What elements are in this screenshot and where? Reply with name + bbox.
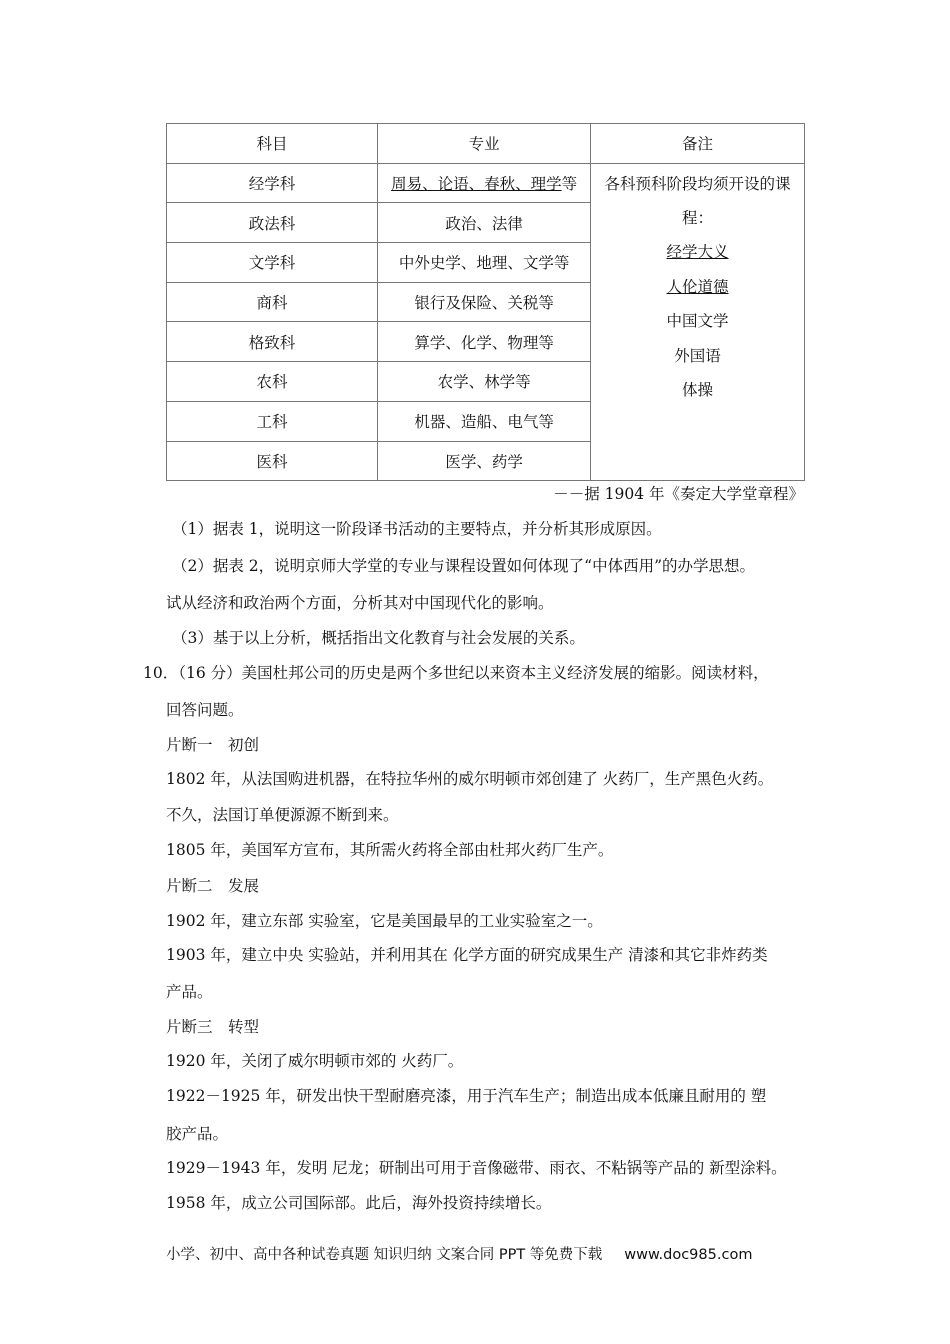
- material-heading: 片断一 初创: [166, 736, 260, 754]
- material-line: 产品。: [166, 983, 213, 1001]
- question-9-3: （3）基于以上分析，概括指出文化教育与社会发展的关系。: [172, 629, 585, 647]
- major-cell: 政治、法律: [378, 203, 591, 243]
- material-line: 1802 年，从法国购进机器，在特拉华州的威尔明顿市郊创建了 火药厂，生产黑色火药。: [166, 770, 774, 788]
- material-line: 1922－1925 年，研发出快干型耐磨亮漆，用于汽车生产；制造出成本低廉且耐用的 塑: [166, 1087, 767, 1105]
- subject-cell: 商科: [167, 282, 378, 322]
- subject-cell: 工科: [167, 401, 378, 441]
- table-row: [167, 163, 805, 203]
- subject-cell: 农科: [167, 362, 378, 402]
- material-line: 1805 年，美国军方宣布，其所需火药将全部由杜邦火药厂生产。: [166, 841, 614, 859]
- major-rest: 等: [561, 175, 578, 194]
- university-curriculum-table: [166, 123, 805, 481]
- material-line: 1920 年，关闭了威尔明顿市郊的 火药厂。: [166, 1052, 464, 1070]
- major-cell: 算学、化学、物理等: [378, 322, 591, 362]
- material-line: 1903 年，建立中央 实验站，并利用其在 化学方面的研究成果生产 清漆和其它非炸药类: [166, 946, 768, 964]
- remark-course: 体操: [682, 381, 714, 400]
- material-heading: 片断三 转型: [166, 1018, 260, 1036]
- header-cell: 备注: [591, 124, 805, 164]
- remark-cell: [591, 163, 805, 481]
- question-10: 10．（16 分）美国杜邦公司的历史是两个多世纪以来资本主义经济发展的缩影。阅读材料，: [143, 664, 769, 682]
- question-9-1: （1）据表 1，说明这一阶段译书活动的主要特点，并分析其形成原因。: [172, 520, 662, 538]
- major-cell: 银行及保险、关税等: [378, 282, 591, 322]
- major-cell: 机器、造船、电气等: [378, 401, 591, 441]
- material-line: 1929－1943 年，发明 尼龙；研制出可用于音像磁带、雨衣、不粘锅等产品的 新型涂料。: [166, 1159, 787, 1177]
- major-cell: 医学、药学: [378, 441, 591, 481]
- remark-course: 外国语: [674, 346, 721, 365]
- subject-cell: 格致科: [167, 322, 378, 362]
- remark-course: 中国文学: [666, 312, 729, 331]
- question-9-2-cont: 试从经济和政治两个方面，分析其对中国现代化的影响。: [166, 594, 554, 612]
- footer: [166, 1243, 752, 1264]
- material-line: 1902 年，建立东部 实验室，它是美国最早的工业实验室之一。: [166, 912, 603, 930]
- subject-cell: 医科: [167, 441, 378, 481]
- major-cell: [378, 163, 591, 203]
- table-source: －－据 1904 年《奏定大学堂章程》: [553, 485, 804, 503]
- footer-url[interactable]: www.doc985.com: [624, 1247, 753, 1263]
- question-9-2: （2）据表 2，说明京师大学堂的专业与课程设置如何体现了“中体西用”的办学思想。: [172, 557, 756, 575]
- question-10-cont: 回答问题。: [166, 701, 244, 719]
- remark-course: 经学大义: [666, 243, 729, 262]
- material-line: 不久，法国订单便源源不断到来。: [166, 806, 399, 824]
- remark-course: 人伦道德: [666, 277, 729, 296]
- major-underlined: 周易、论语、春秋、理学: [391, 175, 562, 194]
- remark-intro: 程：: [682, 208, 714, 227]
- table-header-row: [167, 124, 805, 164]
- subject-cell: 经学科: [167, 163, 378, 203]
- subject-cell: 文学科: [167, 243, 378, 283]
- footer-text: 小学、初中、高中各种试卷真题 知识归纳 文案合同 PPT 等免费下载: [166, 1247, 603, 1263]
- material-line: 1958 年，成立公司国际部。此后，海外投资持续增长。: [166, 1194, 552, 1212]
- material-heading: 片断二 发展: [166, 877, 260, 895]
- header-cell: 专业: [378, 124, 591, 164]
- major-cell: 农学、林学等: [378, 362, 591, 402]
- major-cell: 中外史学、地理、文学等: [378, 243, 591, 283]
- subject-cell: 政法科: [167, 203, 378, 243]
- material-line: 胶产品。: [166, 1125, 229, 1143]
- header-cell: 科目: [167, 124, 378, 164]
- remark-intro: 各科预科阶段均须开设的课: [604, 174, 791, 193]
